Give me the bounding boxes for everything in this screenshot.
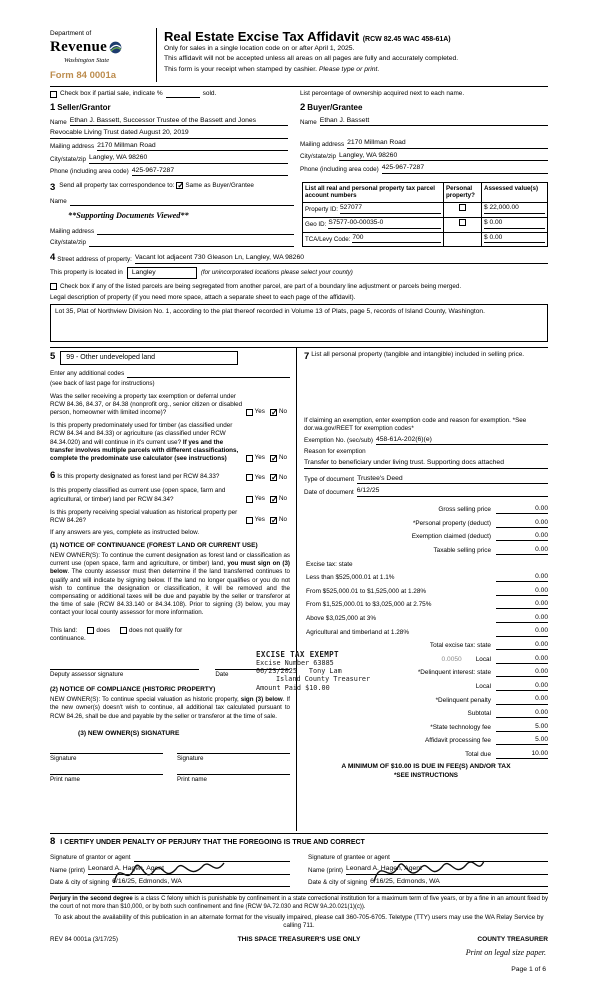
rcw-reference: (RCW 82.45 WAC 458-61A) (362, 36, 451, 43)
sections-5-6-7 (50, 347, 548, 831)
certify-statement: I CERTIFY UNDER PENALTY OF PERJURY THAT THE FOREGOING IS TRUE AND CORRECT (60, 838, 365, 846)
tax-row: Total due 10.00 (465, 749, 548, 758)
grantor-signature-field[interactable] (134, 854, 290, 863)
state-technology-fee-field[interactable]: 5.00 (496, 723, 548, 732)
treasurer-use-label: THIS SPACE TREASURER'S USE ONLY (237, 935, 361, 943)
parcel-header: List all real and personal property tax parcel account numbers (303, 183, 444, 203)
street-address-field[interactable]: Vacant lot adjacent 730 Gleason Ln, Langley, WA 98260 (135, 254, 548, 263)
grantee-printed-name-field[interactable]: Leonard A. Hagen, Agent (346, 865, 548, 874)
seller-name-label: Name (50, 118, 67, 126)
subtotal-field[interactable]: 0.00 (496, 709, 548, 718)
buyer-address-field[interactable]: 2170 Millman Road (347, 139, 548, 148)
section-1-seller: 1 Seller/Grantor Name Ethan J. Bassett, Successor Trustee of the Bassett and Jones Revocable Living Trust dated August 20, 2019 Mailing address 2170 Millman Road City/state/zip Langley, WA 98260 Phone (including area code) 425-967-7287 (50, 102, 300, 176)
assessed-value-field-3[interactable]: $ 0.00 (484, 234, 545, 243)
correspondence-csz-field[interactable] (89, 238, 294, 247)
personal-property-intro: List all personal property (tangible and intangible) included in selling price. (311, 350, 525, 358)
partial-percent-field[interactable] (166, 90, 200, 98)
local-rate-value: 0.0050 (441, 655, 462, 663)
q6b-yes-checkbox[interactable] (246, 496, 253, 503)
header-note-1: Only for sales in a single location code on or after April 1, 2025. (164, 45, 355, 53)
same-as-buyer-checkbox[interactable]: ✓ (177, 181, 185, 191)
footer-row (50, 936, 548, 944)
perjury-notice: Perjury in the second degree is a class C felony which is punishable by confinement in a state correctional institution for a maximum term of five years, or by a fine in an amount fixed by the court of not more than $10,000, or by both such confinement and fine (RCW 9A.72.030 and RCW 9A.20.021(1)(c)). (50, 895, 548, 910)
new-owner-signature-row: Signature Signature (50, 753, 290, 763)
minimum-due-note: A MINIMUM OF $10.00 IS DUE IN FEE(S) AND/OR TAX (341, 762, 511, 770)
tax-calculation-rows (304, 501, 548, 759)
land-use-code-select[interactable]: 99 - Other undeveloped land (60, 351, 238, 366)
new-owner-printname-row: Print name Print name (50, 774, 290, 784)
tax-row: Taxable selling price 0.00 (433, 545, 548, 555)
tax-row: Local 0.00 (475, 681, 548, 690)
form-content (50, 28, 548, 944)
located-in-label: This property is located in (50, 269, 123, 277)
reason-for-exemption-label: Reason for exemption (304, 448, 366, 456)
affidavit-processing-fee-field[interactable]: 5.00 (496, 736, 548, 745)
total-excise-state-field[interactable]: 0.00 (496, 641, 548, 650)
reason-for-exemption-field[interactable]: Transfer to beneficiary under living trust. Supporting docs attached (304, 459, 548, 468)
q5b-yes-checkbox[interactable] (246, 455, 253, 462)
segregated-label: Check box if any of the listed parcels are being segregated from another parcel, are part of a boundary line adjustment or parcels being merged. (60, 282, 462, 290)
buyer-name-field[interactable]: Ethan J. Bassett (320, 117, 548, 126)
tax-row: Excise tax: state (306, 560, 353, 568)
q5a-no-checkbox[interactable]: ✓ (270, 408, 278, 418)
continuance-word: continuance. (50, 635, 86, 643)
unincorporated-note: (for unincorporated locations please select your county) (200, 269, 353, 277)
personal-property-header: Personal property? (444, 183, 482, 203)
tax-row: *Delinquent penalty 0.00 (435, 695, 548, 704)
q6c-no-checkbox[interactable]: ✓ (270, 516, 278, 526)
agricultural-field[interactable]: 0.00 (496, 627, 548, 636)
question-historical: Is this property receiving special valuation as historical property per RCW 84.26? Yes ✓ No (50, 508, 287, 526)
seller-name-field-line2[interactable]: Revocable Living Trust dated August 20, 2019 (50, 129, 288, 138)
type-of-document-field[interactable]: Trustee's Deed (357, 475, 548, 484)
deputy-assessor-row: Deputy assessor signature Date (50, 669, 290, 679)
tax-row: Total excise tax: state 0.00 (429, 640, 548, 650)
buyer-phone-label: Phone (including area code) (300, 165, 379, 173)
street-address-label: Street address of property: (57, 255, 132, 263)
additional-codes-field[interactable] (127, 369, 290, 378)
header-note-2: This affidavit will not be accepted unless all areas on all pages are fully and accurately completed. (164, 55, 459, 63)
buyer-csz-label: City/state/zip (300, 153, 337, 161)
exemption-number-field[interactable]: 458-61A-202(6)(e) (376, 436, 548, 445)
see-back-note: (see back of last page for instructions) (50, 379, 155, 387)
segregated-checkbox[interactable] (50, 283, 57, 290)
property-id-field[interactable]: 527077 (340, 204, 441, 213)
seller-csz-field[interactable]: Langley, WA 98260 (89, 154, 288, 163)
grantor-date-city-field[interactable]: 6/16/25, Edmonds, WA (112, 878, 290, 887)
form-header (50, 28, 548, 82)
personal-property-checkbox-1[interactable] (459, 204, 466, 211)
section-4-property: 4 Street address of property: Vacant lot adjacent 730 Gleason Ln, Langley, WA 98260 This property is located in Langley (for unincorporated locations please select your county) Check box if any of the listed parcels are being segregated from another parcel, are part of a boundary line adjustment or parcels being merged. Legal description of property (if you need more space, attach a separate sheet to each page of the affidavit). Lot 35, Plat of Northview Division No. 1, according to the plat thereof recorded in Volume 13 of Plats, page 5, records of Island County, Washington. (50, 252, 548, 342)
tax-row: Affidavit processing fee 5.00 (425, 736, 548, 745)
question-tax-exemption: Was the seller receiving a property tax exemption or deferral under RCW 84.36, 84.37, or 84.38 (nonprofit org., senior citizen or disabled person, homeowner with limited income)? Yes ✓ No (50, 392, 287, 418)
rev-number: REV 84 0001a (3/17/25) (50, 935, 118, 943)
grantee-date-city-field[interactable]: 6/16/25, Edmonds, WA (370, 878, 548, 887)
partial-sale-row (50, 90, 548, 98)
send-correspondence-label: Send all property tax correspondence to: (59, 182, 175, 190)
tax-row: From $1,525,000.01 to $3,025,000 at 2.75% 0.00 (306, 600, 548, 609)
tax-row: *Delinquent interest: state 0.00 (417, 668, 548, 677)
assessed-value-field-2[interactable]: $ 0.00 (484, 219, 545, 228)
question-predominate-use: Is this property predominately used for timber (as classified under RCW 84.34 and 84.33) or agriculture (as classified under RCW 84.34.020) and will continue in it's current use? If yes and the transfer involves multiple parcels with different classifications, complete the predominate use calculator (see instructions) Yes ✓ No (50, 422, 287, 464)
new-owner-printname-field-2[interactable] (177, 774, 290, 775)
notice-compliance-text: NEW OWNER(S): To continue special valuation as historic property, sign (3) below. If the new owner(s) doesn't wish to continue, all additional tax calculated pursuant to RCW 84.26, shall be due and payable by the seller or transferor at the time of sale. (50, 696, 290, 720)
does-checkbox[interactable] (87, 627, 94, 634)
seller-buyer-section (50, 102, 548, 176)
dor-logo-block (50, 28, 156, 82)
dept-of-label: Department of (50, 30, 92, 37)
delinquent-penalty-field[interactable]: 0.00 (496, 695, 548, 704)
does-not-checkbox[interactable] (120, 627, 127, 634)
new-owner-printname-field-1[interactable] (50, 774, 163, 775)
tax-row: *State technology fee 5.00 (430, 722, 548, 731)
washington-state-label: Washington State (64, 56, 110, 64)
header-note-3: This form is your receipt when stamped by cashier. Please type or print. (164, 65, 380, 73)
notice-compliance-title: (2) NOTICE OF COMPLIANCE (HISTORIC PROPERTY) (50, 686, 216, 693)
bracket-2-field[interactable]: 0.00 (496, 587, 548, 596)
seller-phone-label: Phone (including area code) (50, 168, 129, 176)
geo-id-field[interactable]: S7577-00-00035-0 (328, 219, 441, 228)
section-7-tax: 7 List all personal property (tangible and intangible) included in selling price. If claiming an exemption, enter exemption code and reason for exemption. *See dor.wa.gov/REET for exemption codes* Exemption No. (sec/sub) 458-61A-202(6)(e) Reason for exemption Transfer to beneficiary under living trust. Supporting docs attached Type of document Trustee's Deed Date of document 6/12/25 Gross selling price 0.00 *Personal property (deduct) 0.00 Exemption claimed (deduct) 0.00 Taxable selling price 0.00 Excise tax: state Less than $525,000.01 at 1.1% 0.00 From $525,000.01 to $1,525,000 at 1.28% 0.00 From $1,525,000.01 to $3,025,000 at 2.75% 0.00 Above $3,025,000 at 3% 0.00 Agricultural and timberland at 1.28% 0.00 Total excise tax: state 0.00 0.0050 Local 0.00 *Delinquent interest: state 0.00 Local 0.00 *Delinquent penalty 0.00 Subtotal 0.00 *State technology fee 5.00 Affidavit processing fee 5.00 Total due 10.00 A MINIMUM OF $10.00 IS DUE IN FEE(S) AND/OR TAX *SEE INSTRUCTIONS (296, 348, 548, 831)
assessed-value-header: Assessed value(s) (482, 183, 548, 203)
date-of-document-field[interactable]: 6/12/25 (357, 487, 548, 496)
excise-tax-exempt-stamp: EXCISE TAX EXEMPT Excise Number 63885 06/23/2025 Tony Lam Island County Treasurer Amount Paid $10.00 (256, 649, 371, 692)
page-number: Page 1 of 6 (511, 966, 546, 973)
section-8-certification: 8 I CERTIFY UNDER PENALTY OF PERJURY THAT THE FOREGOING IS TRUE AND CORRECT Signature of grantor or agent Name (print) Leonard A. Hagen, Agent Date & city of signing 6/16/25, Edmonds, WA Signature of grantee or agent Name (print) Leonard A. Hagen, Agent Date & city of signing 6/16/25, Edmonds, WA (50, 833, 548, 887)
legal-description-field[interactable]: Lot 35, Plat of Northview Division No. 1, according to the plat thereof recorded in Volume 13 of Plats, page 5, records of Island County, Washington. (50, 304, 548, 342)
seller-address-field[interactable]: 2170 Millman Road (97, 142, 288, 151)
left-column: 5 99 - Other undeveloped land Enter any additional codes (see back of last page for instructions) Was the seller receiving a property tax exemption or deferral under RCW 84.36, 84.37, or 84.38 (nonprofit org., senior citizen or disabled person, homeowner with limited income)? Yes ✓ No Is this property predominately used for timber (as classified under RCW 84.34 and 84.33) or agriculture (as classified under RCW 84.34.020) and will continue in it's current use? If yes and the transfer involves multiple parcels with different classifications, complete the predominate use calculator (see instructions) Yes ✓ No 6 Is this property designated as forest land per RCW 84.33? Yes ✓ No Is this property classified as current use (open space, farm and agricultural, or timber) land per RCW 84.34? Yes ✓ No Is this property receiving special valuation as historical property per RCW 84.26? Yes ✓ No If any answers are yes, complete as instructed below. (1) NOTICE OF CONTINUANCE (FOREST LAND OR CURRENT USE) NEW OWNER(S): To continue the current designation as forest land or classification as current use (open space, farm and agriculture, or timber) land, you must sign on (3) below. The county assessor must then determine if the land transferred continues to qualify and will indicate by signing below. If the land no longer qualifies or you do not wish to continue the designation or classification, it will be removed and the compensating or additional taxes will be due and payable by the seller or transferor at the time of sale (RCW 84.33.140 or 84.34.108). Prior to signing (3) below, you may contact your local county assessor for more information. This land: does does not qualify for continuance. Deputy assessor signature Date (2) NOTICE OF COMPLIANCE (HISTORIC PROPERTY) NEW OWNER(S): To continue special valuation as historic property, sign (3) below. If the new owner(s) doesn't wish to continue, all additional tax calculated pursuant to RCW 84.26, shall be due and payable by the seller or transferor at the time of sale. (3) NEW OWNER(S) SIGNATURE Signature Signature Print name Print name (50, 350, 290, 783)
parcel-row: Property ID: 527077 $ 22,000.00 (303, 202, 548, 217)
personal-property-deduct-field[interactable]: 0.00 (496, 519, 548, 528)
delinquent-interest-state-field[interactable]: 0.00 (496, 668, 548, 677)
q6a-yes-checkbox[interactable] (246, 474, 253, 481)
buyer-csz-field[interactable]: Langley, WA 98260 (339, 152, 548, 161)
buyer-heading: Buyer/Grantee (307, 103, 363, 112)
question-current-use: Is this property classified as current use (open space, farm and agricultural, or timber) land per RCW 84.34? Yes ✓ No (50, 487, 287, 504)
seller-csz-label: City/state/zip (50, 155, 87, 163)
bracket-3-field[interactable]: 0.00 (496, 600, 548, 609)
total-due-field[interactable]: 10.00 (496, 750, 548, 759)
exemption-claimed-field[interactable]: 0.00 (496, 532, 548, 541)
tax-row: From $525,000.01 to $1,525,000 at 1.28% 0.00 (306, 586, 548, 595)
tax-row: Gross selling price 0.00 (438, 505, 548, 514)
correspondence-address-field[interactable] (97, 227, 294, 236)
taxable-selling-price-field[interactable]: 0.00 (496, 546, 548, 555)
bracket-1-field[interactable]: 0.00 (496, 573, 548, 582)
header-divider (50, 86, 548, 87)
section-3-correspondence: 3 Send all property tax correspondence to: ✓ Same as Buyer/Grantee Name **Supporting Documents Viewed** Mailing address City/state/zip List all real and personal property tax parcel account numbers Personal property? Assessed value(s) Property ID: 527077 $ 22,000.00 Geo ID: S7577-00-00035-0 $ 0.00 TCA/Levy Code: 700 $ 0.00 (50, 182, 548, 247)
grantor-signature-block: Signature of grantor or agent Name (print) Leonard A. Hagen, Agent Date & city of signing 6/16/25, Edmonds, WA (50, 850, 290, 887)
q5a-yes-checkbox[interactable] (246, 409, 253, 416)
partial-sale-label: Check box if partial sale, indicate % (60, 89, 163, 97)
see-instructions-note: *SEE INSTRUCTIONS (393, 772, 459, 780)
new-owner-signature-field-2[interactable] (177, 753, 290, 754)
q5b-no-checkbox[interactable]: ✓ (270, 454, 278, 464)
supporting-documents-stamp: **Supporting Documents Viewed** (68, 210, 189, 220)
tax-row: *Personal property (deduct) 0.00 (412, 518, 548, 527)
buyer-phone-field[interactable]: 425-967-7287 (382, 164, 548, 173)
notice-continuance-title: (1) NOTICE OF CONTINUANCE (FOREST LAND OR CURRENT USE) (50, 541, 258, 549)
q6a-no-checkbox[interactable]: ✓ (270, 473, 278, 483)
deputy-assessor-signature-field[interactable] (50, 669, 199, 670)
new-owners-signature-title: (3) NEW OWNER(S) SIGNATURE (78, 729, 180, 737)
if-any-yes-note: If any answers are yes, complete as instructed below. (50, 529, 200, 537)
page-title: Real Estate Excise Tax Affidavit (RCW 82.45 WAC 458-61A) (164, 29, 451, 44)
print-legal-size-note: Print on legal size paper. (465, 948, 546, 957)
seller-address-label: Mailing address (50, 143, 95, 151)
tax-row: Less than $525,000.01 at 1.1% 0.00 (306, 572, 548, 582)
form-number: Form 84 0001a (50, 70, 117, 81)
title-block (156, 28, 548, 82)
correspondence-name-field[interactable] (70, 197, 294, 206)
grantee-signature-field[interactable] (393, 854, 548, 863)
tax-row: 0.0050 Local 0.00 (441, 654, 548, 663)
notice-continuance-text: NEW OWNER(S): To continue the current designation as forest land or classification as current use (open space, farm and agriculture, or timber) land, you must sign on (3) below. The county assessor must then determine if the land transferred continues to qualify and will indicate by signing below. If the land no longer qualifies or you do not wish to continue the designation or classification, it will be removed and the compensating or additional taxes will be due and payable by the seller or transferor at the time of sale (RCW 84.33.140 or 84.34.108). Prior to signing (3) below, you may contact your local county assessor for more information. (50, 552, 290, 617)
ownership-note: List percentage of ownership acquired next to each name. (300, 90, 465, 97)
tca-levy-field[interactable]: 700 (352, 234, 441, 243)
sold-label: sold. (202, 89, 217, 97)
parcel-row: TCA/Levy Code: 700 $ 0.00 (303, 232, 548, 246)
alternate-format-notice: To ask about the availability of this publication in an alternate format for the visually impaired, please call 360-705-6705. Teletype (TTY) users may use the WA Relay Service by calling 711. (54, 913, 544, 930)
gross-selling-price-field[interactable]: 0.00 (496, 505, 548, 514)
legal-description-label: Legal description of property (if you need more space, attach a separate sheet to each page of the affidavit). (50, 293, 356, 301)
buyer-address-label: Mailing address (300, 140, 345, 148)
dor-swirl-logo-icon (109, 41, 122, 54)
seller-name-field[interactable]: Ethan J. Bassett, Successor Trustee of the Bassett and Jones (70, 117, 288, 126)
new-owner-signature-field-1[interactable] (50, 753, 163, 754)
exemption-note: If claiming an exemption, enter exemption code and reason for exemption. *See dor.wa.gov/REET for exemption codes* (304, 416, 527, 432)
q6c-yes-checkbox[interactable] (246, 517, 253, 524)
county-treasurer-label: COUNTY TREASURER (477, 935, 548, 943)
revenue-wordmark (50, 38, 156, 57)
parcel-table (302, 182, 548, 247)
q6b-no-checkbox[interactable]: ✓ (270, 494, 278, 504)
continuance-qualify-row: This land: does does not qualify for (50, 626, 183, 634)
seller-phone-field[interactable]: 425-967-7287 (132, 167, 288, 176)
assessed-value-field-1[interactable]: $ 22,000.00 (484, 204, 545, 213)
tax-row: Exemption claimed (deduct) 0.00 (411, 532, 548, 541)
section-2-buyer: 2 Buyer/Grantee Name Ethan J. Bassett Mailing address 2170 Millman Road City/state/zip Langley, WA 98260 Phone (including area code) 425-967-7287 (300, 102, 548, 176)
parcel-row: Geo ID: S7577-00-00035-0 $ 0.00 (303, 217, 548, 232)
local-tax-field[interactable]: 0.00 (496, 655, 548, 664)
buyer-name-label: Name (300, 118, 317, 126)
grantor-printed-name-field[interactable]: Leonard A. Hagen, Agent (88, 865, 290, 874)
same-as-buyer-label: Same as Buyer/Grantee (185, 182, 254, 190)
bracket-4-field[interactable]: 0.00 (496, 614, 548, 623)
location-select[interactable]: Langley (127, 267, 197, 279)
grantee-signature-block: Signature of grantee or agent Name (print) Leonard A. Hagen, Agent Date & city of signing 6/16/25, Edmonds, WA (308, 850, 548, 887)
tax-row: Above $3,025,000 at 3% 0.00 (306, 613, 548, 622)
revenue-text: Revenue (50, 39, 108, 56)
partial-sale-checkbox[interactable] (50, 91, 57, 98)
tax-row: Subtotal 0.00 (467, 708, 548, 718)
tax-row: Agricultural and timberland at 1.28% 0.00 (306, 627, 548, 636)
delinquent-interest-local-field[interactable]: 0.00 (496, 682, 548, 691)
question-forest-land: 6 Is this property designated as forest land per RCW 84.33? Yes ✓ No (50, 470, 287, 483)
additional-codes-label: Enter any additional codes (50, 370, 125, 378)
form-footer (50, 893, 548, 944)
personal-property-checkbox-2[interactable] (459, 219, 466, 226)
seller-heading: Seller/Grantor (57, 103, 111, 112)
